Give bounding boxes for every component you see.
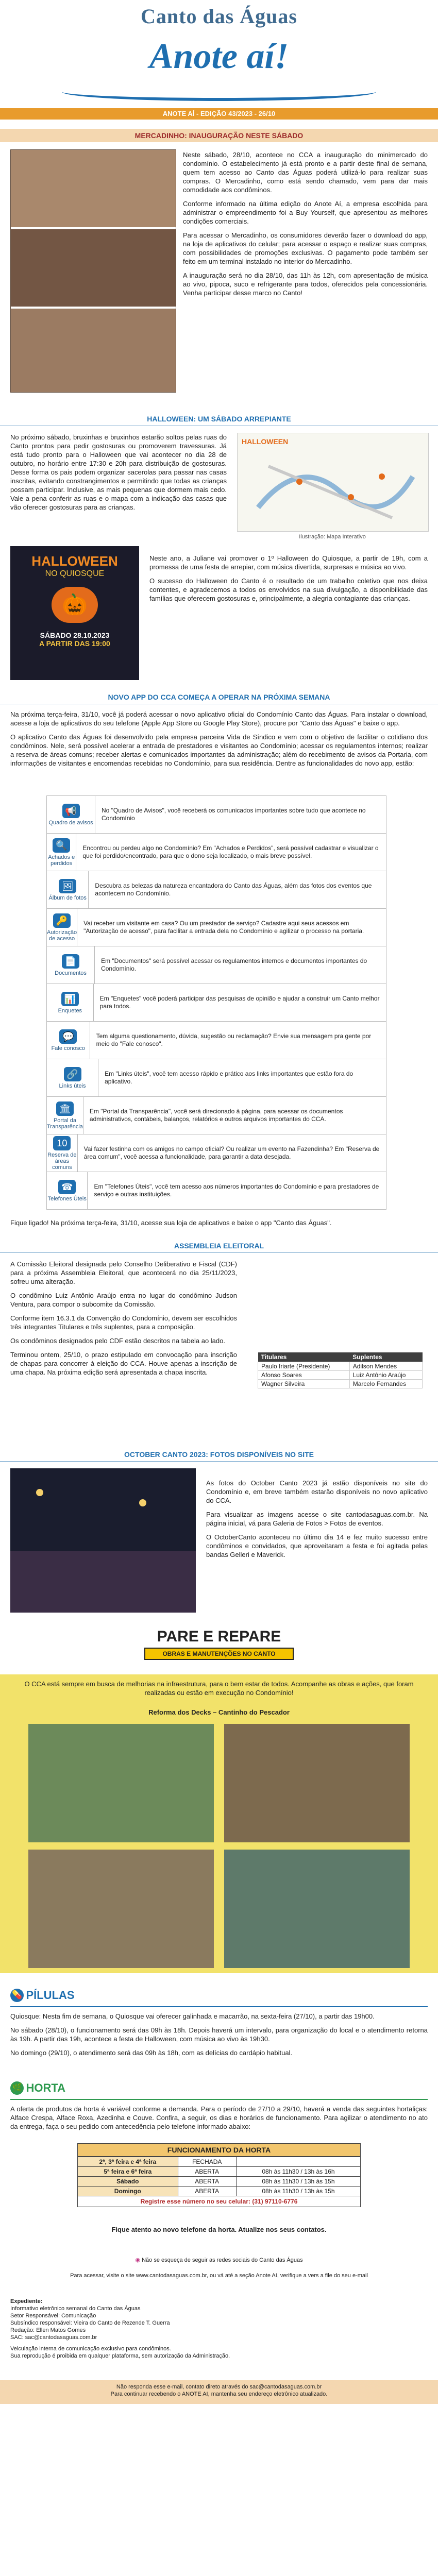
- table-cell: Afonso Soares: [258, 1371, 350, 1380]
- table-row: [78, 2157, 361, 2167]
- section-title: ASSEMBLEIA ELEITORAL: [0, 1239, 438, 1253]
- expedient-line: Subsíndico responsável: Vieira do Canto de Rezende T. Guerra: [10, 2320, 170, 2326]
- feature-list: [46, 796, 386, 1210]
- paragraph: No sábado (28/10), o funcionamento será das 09h às 18h. Depois haverá um intervalo, para organização do local e o atendimento retorna às 19h. A partir das 19h, acontece a festa de Halloween, com música ao vivo às 19h30.: [10, 2026, 428, 2043]
- october-text: [206, 1479, 428, 1564]
- col-header: Titulares: [258, 1352, 350, 1362]
- table-row: [258, 1371, 423, 1380]
- table-cell: Luiz Antônio Araújo: [349, 1371, 422, 1380]
- footer-site: Para acessar, visite o site www.cantodasaguas.com.br, ou vá até a seção Anote Aí, verifique a vers a file do seu e-mail: [70, 2273, 368, 2279]
- obras-block: [0, 1705, 438, 1973]
- expedient-line[interactable]: SAC: sac@cantodasaguas.com.br: [10, 2334, 97, 2341]
- table-cell: Adilson Mendes: [349, 1362, 422, 1371]
- feature-row: [46, 871, 386, 909]
- chat-icon: 💬: [59, 1029, 77, 1044]
- pilulas-text: [10, 2012, 428, 2062]
- paragraph: O condômino Luiz Antônio Araújo entra no lugar do condômino Judson Ventura, para compor o subcomite da Comissão.: [10, 1292, 237, 1308]
- feature-row: [46, 1059, 386, 1097]
- feature-label: Links úteis: [59, 1082, 86, 1089]
- table-cell: ABERTA: [178, 2167, 236, 2177]
- paragraph: A Comissão Eleitoral designada pelo Conselho Deliberativo e Fiscal (CDF) para a próxima Assembleia Eleitoral, que acontecerá no dia 25/11/2023, sofreu uma alteração.: [10, 1260, 237, 1285]
- paragraph: Os condôminos designados pelo CDF estão descritos na tabela ao lado.: [10, 1337, 225, 1345]
- candidates-table: [258, 1352, 423, 1388]
- expedient-line: Setor Responsável: Comunicação: [10, 2313, 96, 2319]
- table-cell: Domingo: [78, 2187, 178, 2196]
- october-photo: [10, 1468, 196, 1613]
- paragraph: Para acessar o Mercadinho, os consumidores deverão fazer o download do app, na loja de aplicativos do celular; para acessar o espaço e realizar suas compras, com possibilidades de promoções exclusivas. O pagamento pode também ser feito em um terminal instalado no interior do Mercadinho.: [183, 231, 428, 265]
- poster-time: A PARTIR DAS 19:00: [39, 639, 110, 648]
- horta-table-wrap: [77, 2143, 361, 2207]
- pumpkin-icon: 🎃: [52, 587, 98, 623]
- poster-sub: NO QUIOSQUE: [45, 569, 105, 578]
- footer-social: [10, 2257, 428, 2264]
- table-cell: Wagner Silveira: [258, 1380, 350, 1388]
- paragraph: Para visualizar as imagens acesse o site cantodasaguas.com.br. Na página inicial, vá para Galeria de Fotos > Fotos de eventos.: [206, 1511, 428, 1527]
- expedient-line: Redação: Ellen Matos Gomes: [10, 2327, 86, 2333]
- feature-row: [46, 946, 386, 984]
- section-horta: [10, 2081, 428, 2100]
- light-icon: [139, 1499, 146, 1506]
- header: [0, 0, 438, 129]
- feature-description: Encontrou ou perdeu algo no Condomínio? Em "Achados e Perdidos", será possível cadastrar e visualizar o que foi perdido/encontrado, para que o dono seja localizado, o mais breve possível.: [82, 844, 379, 859]
- documents-icon: 📄: [62, 954, 79, 969]
- horta-table: [77, 2157, 361, 2196]
- obras-subtitle: Reforma dos Decks – Cantinho do Pescador: [148, 1708, 290, 1716]
- feature-row: [46, 1134, 386, 1172]
- edition-bar: ANOTE AÍ - EDIÇÃO 43/2023 - 26/10: [0, 108, 438, 120]
- footer-bottom-line: Não responda esse e-mail, contato direto através do sac@cantodasaguas.com.br: [116, 2384, 322, 2390]
- paragraph: No domingo (29/10), o atendimento será das 09h às 18h, com as delícias do cardápio habitual.: [10, 2049, 293, 2057]
- paragraph: O sucesso do Halloween do Canto é o resultado de um trabalho coletivo que nos deixa contentes, e agradecemos a todos os envolvidos na sua divulgação, a disponibilidade das famílias que oferecem gostosuras e, principalmente, a alegria contagiante das crianças.: [149, 577, 428, 602]
- feature-description: Tem alguma questionamento, dúvida, sugestão ou reclamação? Envie sua mensagem pra gente por meio do "Fale conosco".: [96, 1032, 372, 1047]
- section-app: [0, 690, 438, 704]
- paragraph: A inauguração será no dia 28/10, das 11h às 12h, com apresentação de música ao vivo, pipoca, suco e refrigerante para todos, oferecidos pela concessionária. Venha participar desse marco no Canto!: [183, 272, 428, 297]
- section-title: PÍLULAS: [26, 1989, 75, 2002]
- paragraph: Terminou ontem, 25/10, o prazo estipulado em convocação para inscrição de chapas para concorrer à eleição do CCA. Houve apenas a inscrição de uma chapa. Na próxima edição será apresentada a chapa inscrita.: [10, 1351, 237, 1376]
- section-mercadinho: [0, 129, 438, 142]
- leaf-icon: 🌿: [10, 2081, 24, 2095]
- photo-shelves: [11, 309, 176, 392]
- brand-top: Canto das Águas: [141, 5, 297, 28]
- feature-icon-cell: [47, 871, 89, 908]
- feature-icon-cell: [47, 1172, 88, 1209]
- halloween-poster: [10, 546, 139, 680]
- table-cell: 08h às 11h30 / 13h às 16h: [236, 2167, 360, 2177]
- deck-photo: [224, 1724, 410, 1842]
- instagram-icon[interactable]: ◉: [135, 2257, 141, 2263]
- candidates-table-wrap: [258, 1352, 423, 1388]
- halloween-map: [237, 433, 429, 532]
- wave-decoration: [62, 82, 376, 101]
- map-illustration: [238, 446, 428, 528]
- expedient-line: Sua reprodução é proibida em qualquer plataforma, sem autorização da Administração.: [10, 2353, 230, 2359]
- table-row: [78, 2177, 361, 2187]
- table-cell: Paulo Iriarte (Presidente): [258, 1362, 350, 1371]
- expedient-line: Veiculação interna de comunicação exclusivo para condôminos.: [10, 2346, 171, 2352]
- col-header: Suplentes: [349, 1352, 422, 1362]
- feature-label: Álbum de fotos: [48, 894, 87, 901]
- paragraph: O CCA está sempre em busca de melhorias na infraestrutura, para o bem estar de todos. Acompanhe as obras e ações, que foram realizadas ou estão em execução no Condomínio!: [24, 1680, 414, 1697]
- paragraph: O OctoberCanto aconteceu no último dia 14 e fez muito sucesso entre condôminos e convidados, que aproveitaram a festa e foi agitada pelas bandas Gelleri e Maverick.: [206, 1533, 428, 1558]
- table-cell: ABERTA: [178, 2177, 236, 2187]
- feature-icon-cell: [47, 909, 77, 946]
- table-cell: FECHADA: [178, 2157, 236, 2167]
- banner-title: PARE E REPARE: [157, 1628, 281, 1645]
- photo-exterior: [11, 150, 176, 229]
- feature-row: [46, 1021, 386, 1059]
- section-october: [0, 1448, 438, 1462]
- expedient-line: Informativo eletrônico semanal do Canto das Águas: [10, 2306, 141, 2312]
- feature-label: Portal da Transparência: [47, 1117, 83, 1130]
- pare-repare-banner: [144, 1628, 294, 1669]
- table-row: [78, 2167, 361, 2177]
- feature-icon-cell: [47, 796, 95, 833]
- map-label: HALLOWEEN: [242, 437, 289, 446]
- phone-icon: ☎: [58, 1180, 76, 1194]
- feature-description: Vai fazer festinha com os amigos no campo oficial? Ou realizar um evento na Fazendinha? Em "Reserva de área comum", você acessa a funcionalidade, para garantir a data desejada.: [83, 1145, 380, 1160]
- deck-photo: [224, 1850, 410, 1968]
- feature-row: [46, 1172, 386, 1210]
- feature-description: Em "Portal da Transparência", você será direcionado à página, para acessar os documentos administrativos, contábeis, balanços, relatórios e outros arquivos importantes do CCA.: [89, 1108, 343, 1123]
- section-halloween: [0, 412, 438, 426]
- poster-title: HALLOWEEN: [31, 553, 118, 569]
- table-cell: 08h às 11h30 / 13h às 15h: [236, 2187, 360, 2196]
- feature-label: Autorização de acesso: [47, 929, 77, 942]
- megaphone-icon: 📢: [62, 804, 80, 818]
- feature-description: Em "Telefones Úteis", você tem acesso aos números importantes do Condomínio e para prestadores de serviço e outras instituições.: [94, 1183, 379, 1198]
- mercadinho-text: [183, 150, 428, 302]
- photo-icon: 🖼: [59, 879, 76, 893]
- feature-description: No "Quadro de Avisos", você receberá os comunicados importantes sobre tudo que acontece no Condomínio: [102, 807, 366, 822]
- feature-icon-cell: [47, 1134, 78, 1172]
- table-cell: 5ª feira e 6ª feira: [78, 2167, 178, 2177]
- section-pilulas: [10, 1989, 428, 2007]
- section-title: NOVO APP DO CCA COMEÇA A OPERAR NA PRÓXIMA SEMANA: [0, 690, 438, 704]
- paragraph: Na próxima terça-feira, 31/10, você já poderá acessar o novo aplicativo oficial do Condomínio Canto das Águas. Para instalar o download, acesse a loja de aplicativos do seu telefone (Apple App Store ou Google Play Store), procure por "Canto das Águas" e baixe o app.: [10, 710, 428, 727]
- paragraph: A oferta de produtos da horta é variável conforme a demanda. Para o período de 27/10 a 29/10, haverá a venda das seguintes hortaliças: Alface Crespa, Alface Roxa, Azedinha e Couve. Confira, a seguir, os dias e horários de funcionamento. Para agilizar o atendimento no ato da entrega, faça o seu pedido com antecedência pelo telefone informado abaixo:: [10, 2105, 428, 2130]
- section-assembleia: [0, 1239, 438, 1253]
- calendar-icon: 10: [53, 1136, 71, 1150]
- feature-label: Fale conosco: [51, 1045, 86, 1052]
- feature-label: Documentos: [55, 970, 87, 976]
- feature-label: Enquetes: [58, 1007, 82, 1014]
- horta-phone: Registre esse número no seu celular: (31) 97110-6776: [77, 2196, 361, 2207]
- paragraph: Quiosque: Nesta fim de semana, o Quiosque vai oferecer galinhada e macarrão, na sexta-feira (27/10), a partir das 19h00.: [10, 2012, 375, 2020]
- table-cell: [236, 2157, 360, 2167]
- table-cell: 08h às 11h30 / 13h às 15h: [236, 2177, 360, 2187]
- paragraph: Conforme item 16.3.1 da Convenção do Condomínio, devem ser escolhidos três integrantes Titulares e três suplentes, para a composição.: [10, 1314, 237, 1331]
- light-icon: [36, 1489, 43, 1496]
- table-cell: ABERTA: [178, 2187, 236, 2196]
- paragraph: O aplicativo Canto das Águas foi desenvolvido pela empresa parceira Vida de Síndico e vem com o objetivo de facilitar o cotidiano dos condôminos. Nele, será possível acelerar a entrada de prestadores e visitantes ao Condomínio; acessar os regulamentos internos; realizar a reserva de áreas comuns; receber alertas e comunicados importantes da administração; além do recebimento de avisos da Portaria, com informações de visitantes e encomendas recebidas no Condomínio, para sua residência. Dentre as funcionalidades do novo app, estão:: [10, 733, 428, 767]
- banner-subtitle: OBRAS E MANUTENÇÕES NO CANTO: [144, 1648, 294, 1660]
- feature-icon-cell: [47, 984, 94, 1021]
- feature-description: Descubra as belezas da natureza encantadora do Canto das Águas, além das fotos dos eventos que acontecem no Condomínio.: [95, 882, 372, 897]
- paragraph: Conforme informado na última edição do Anote Aí, a empresa escolhida para administrar o empreendimento foi a Buy Yourself, que apresentou as melhores condições comerciais.: [183, 200, 428, 225]
- deck-photo: [28, 1850, 214, 1968]
- section-title: HALLOWEEN: UM SÁBADO ARREPIANTE: [0, 412, 438, 426]
- feature-row: [46, 908, 386, 946]
- social-text: Não se esqueça de seguir as redes sociais do Canto das Águas: [142, 2257, 303, 2263]
- feature-description: Vai receber um visitante em casa? Ou um prestador de serviço? Cadastre aqui seus acessos em "Autorização de acesso", para facilitar a entrada dela no Condomínio e agilizar o processo na portaria.: [83, 920, 364, 935]
- feature-description: Em "Enquetes" você poderá participar das pesquisas de opinião e ajudar a construir um Canto melhor para todos.: [99, 995, 380, 1010]
- feature-label: Reserva de áreas comuns: [47, 1151, 77, 1171]
- feature-label: Telefones Úteis: [47, 1195, 87, 1202]
- obras-intro: [0, 1674, 438, 1705]
- feature-icon-cell: [47, 1059, 98, 1096]
- paragraph: Neste ano, a Juliane vai promover o 1º Halloween do Quiosque, a partir de 19h, com a promessa de uma festa de arrepiar, com música divertida, surpresas e música ao vivo.: [149, 554, 428, 571]
- horta-note: Fique atento ao novo telefone da horta. Atualize nos seus contatos.: [111, 2226, 327, 2233]
- paragraph: As fotos do October Canto 2023 já estão disponíveis no site do Condomínio e, em breve também estarão disponíveis no novo aplicativo do CCA.: [206, 1479, 428, 1504]
- feature-label: Quadro de avisos: [48, 819, 93, 826]
- feature-description: Em "Links úteis", você tem acesso rápido e prático aos links importantes que estão fora do aplicativo.: [105, 1070, 353, 1085]
- photo-interior: [11, 229, 176, 309]
- search-icon: 🔍: [53, 838, 70, 853]
- table-row: [258, 1362, 423, 1371]
- feature-icon-cell: [47, 1022, 90, 1059]
- halloween-text: [10, 433, 227, 517]
- section-title: OCTOBER CANTO 2023: FOTOS DISPONÍVEIS NO SITE: [0, 1448, 438, 1462]
- feature-icon-cell: [47, 1097, 83, 1134]
- feature-row: [46, 984, 386, 1022]
- table-cell: Marcelo Fernandes: [349, 1380, 422, 1388]
- horta-text: [10, 2105, 428, 2136]
- footer-bottom: [0, 2380, 438, 2404]
- table-row: [258, 1380, 423, 1388]
- table-cell: Sábado: [78, 2177, 178, 2187]
- feature-icon-cell: [47, 834, 76, 871]
- pill-icon: 💊: [10, 1989, 24, 2002]
- poll-icon: 📊: [61, 992, 79, 1006]
- feature-icon-cell: [47, 946, 95, 984]
- halloween-text-2: [149, 554, 428, 608]
- link-icon: 🔗: [64, 1067, 81, 1081]
- key-icon: 🔑: [53, 913, 71, 928]
- deck-photo: [28, 1724, 214, 1842]
- paragraph: No próximo sábado, bruxinhas e bruxinhos estarão soltos pelas ruas do Canto prontos para pedir gostosuras ou promoverem travessuras. Já está tudo pronto para o Halloween que vai acontecer no dia 28 de outubro, no horário entre 17:30 e 20h para distribuição de gostosuras. Desse forma os pais podem organizar sacerolas para passar nas casas inscritas, evitando constrangimentos e permitindo que todas as crianças possam participar. Inclusive, as mais pequenas que dormem mais cedo. Vale a pena conferir as ruas e o mapa com a indicação das casas que vão oferecer gostosuras para as crianças.: [10, 433, 227, 511]
- footer-expedient: [10, 2298, 268, 2360]
- feature-label: Achados e perdidos: [48, 854, 75, 867]
- expedient-label: Expediente:: [10, 2298, 43, 2304]
- feature-row: [46, 833, 386, 871]
- section-title: MERCADINHO: INAUGURAÇÃO NESTE SÁBADO: [0, 129, 438, 142]
- table-row: [78, 2187, 361, 2196]
- brand-logo: Anote aí!: [149, 37, 289, 76]
- feature-description: Em "Documentos" será possível acessar os regulamentos internos e documentos importantes do Condomínio.: [101, 957, 367, 972]
- mercadinho-photos: [10, 149, 176, 393]
- table-title: FUNCIONAMENTO DA HORTA: [77, 2143, 361, 2157]
- map-caption: Ilustração: Mapa Interativo: [299, 534, 366, 540]
- building-icon: 🏛: [56, 1101, 74, 1116]
- app-closing: [10, 1218, 428, 1232]
- app-intro: [10, 710, 428, 773]
- assembleia-text: [10, 1260, 237, 1382]
- crowd-silhouette: [10, 1551, 196, 1613]
- section-title: HORTA: [26, 2081, 66, 2094]
- footer-bottom-line: Para continuar recebendo o ANOTE AI, mantenha seu endereço eletrônico atualizado.: [110, 2391, 328, 2397]
- feature-row: [46, 1096, 386, 1134]
- paragraph: Neste sábado, 28/10, acontece no CCA a inauguração do minimercado do condomínio. O estabelecimento já está pronto e a partir deste final de semana, quem tem acesso ao Canto das Águas poderá utilizá-lo para realizar suas compras. O Mercadinho, como está sendo chamado, vem para dar mais comodidade aos condôminos.: [183, 151, 428, 194]
- paragraph: Fique ligado! Na próxima terça-feira, 31/10, acesse sua loja de aplicativos e baixe o app "Canto das Águas".: [10, 1219, 332, 1227]
- table-cell: 2ª, 3ª feira e 4ª feira: [78, 2157, 178, 2167]
- poster-date: SÁBADO 28.10.2023: [40, 631, 110, 639]
- feature-row: [46, 795, 386, 834]
